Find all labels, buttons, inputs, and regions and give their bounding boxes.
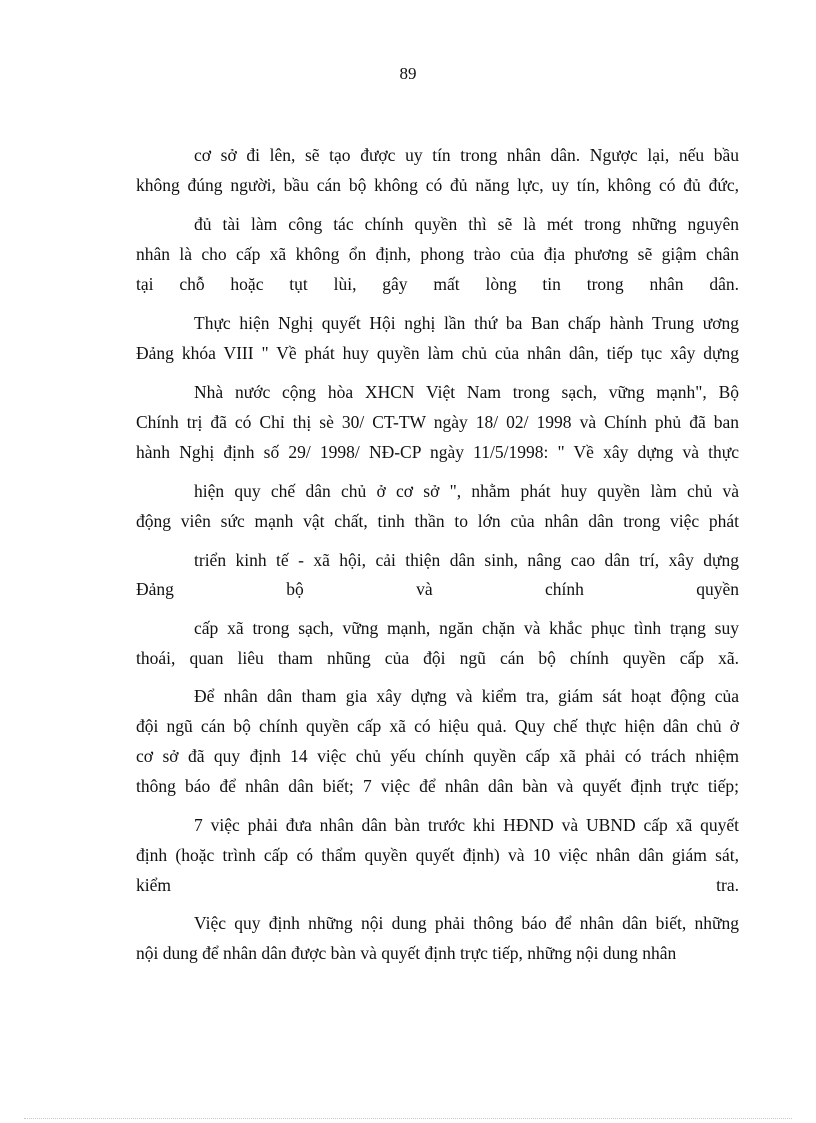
page-bottom-border: [24, 1118, 792, 1119]
text-line: Đảng khóa VIII " Về phát huy quyền làm chủ của nhân dân, tiếp tục xây dựng: [136, 343, 739, 363]
text-line: cấp xã trong sạch, vững mạnh, ngăn chặn và khắc phục tình trạng suy: [194, 618, 739, 638]
text-line: Thực hiện Nghị quyết Hội nghị lần thứ ba Ban chấp hành Trung ương: [194, 313, 739, 333]
text-line: không đúng người, bầu cán bộ không có đủ năng lực, uy tín, không có đủ đức,: [136, 175, 739, 195]
text-line: thông báo để nhân dân biết; 7 việc để nhân dân bàn và quyết định trực tiếp;: [136, 776, 739, 796]
text-line: định (hoặc trình cấp có thẩm quyền quyết định) và 10 việc nhân dân giám sát,: [136, 845, 739, 865]
text-line: hiện quy chế dân chủ ở cơ sở ", nhằm phát huy quyền làm chủ và: [194, 481, 739, 501]
text-line: hành Nghị định số 29/ 1998/ NĐ-CP ngày 11/5/1998: " Về xây dựng và thực: [136, 442, 739, 462]
text-line: Nhà nước cộng hòa XHCN Việt Nam trong sạch, vững mạnh", Bộ: [194, 382, 739, 402]
text-line: đủ tài làm công tác chính quyền thì sẽ là mét trong những nguyên: [194, 214, 739, 234]
text-line: cơ sở đã quy định 14 việc chủ yếu chính quyền cấp xã phải có trách nhiệm: [136, 746, 739, 766]
text-line: Chính trị đã có Chỉ thị sè 30/ CT-TW ngày 18/ 02/ 1998 và Chính phủ đã ban: [136, 412, 739, 432]
text-line: cơ sở đi lên, sẽ tạo được uy tín trong nhân dân. Ngược lại, nếu bầu: [194, 145, 739, 165]
text-line: đội ngũ cán bộ chính quyền cấp xã có hiệu quả. Quy chế thực hiện dân chủ ở: [136, 716, 739, 736]
page-number: 89: [399, 64, 417, 83]
text-line: động viên sức mạnh vật chất, tinh thần to lớn của nhân dân trong việc phát: [136, 511, 739, 531]
text-line: thoái, quan liêu tham nhũng của đội ngũ cán bộ chính quyền cấp xã.: [136, 648, 739, 668]
text-line: Việc quy định những nội dung phải thông báo để nhân dân biết, những: [194, 913, 739, 933]
text-line: nội dung để nhân dân được bàn và quyết định trực tiếp, những nội dung nhân: [136, 943, 677, 963]
text-line: 7 việc phải đưa nhân dân bàn trước khi HĐND và UBND cấp xã quyết: [194, 815, 739, 835]
text-line: Đảng bộ và chính quyền: [136, 579, 739, 599]
text-line: kiểm tra.: [136, 875, 739, 895]
text-line: nhân là cho cấp xã không ổn định, phong trào của địa phương sẽ giậm chân: [136, 244, 739, 264]
text-line: Để nhân dân tham gia xây dựng và kiểm tra, giám sát hoạt động của: [194, 686, 739, 706]
text-line: tại chỗ hoặc tụt lùi, gây mất lòng tin trong nhân dân.: [136, 274, 739, 294]
text-line: triển kinh tế - xã hội, cải thiện dân sinh, nâng cao dân trí, xây dựng: [194, 550, 739, 570]
